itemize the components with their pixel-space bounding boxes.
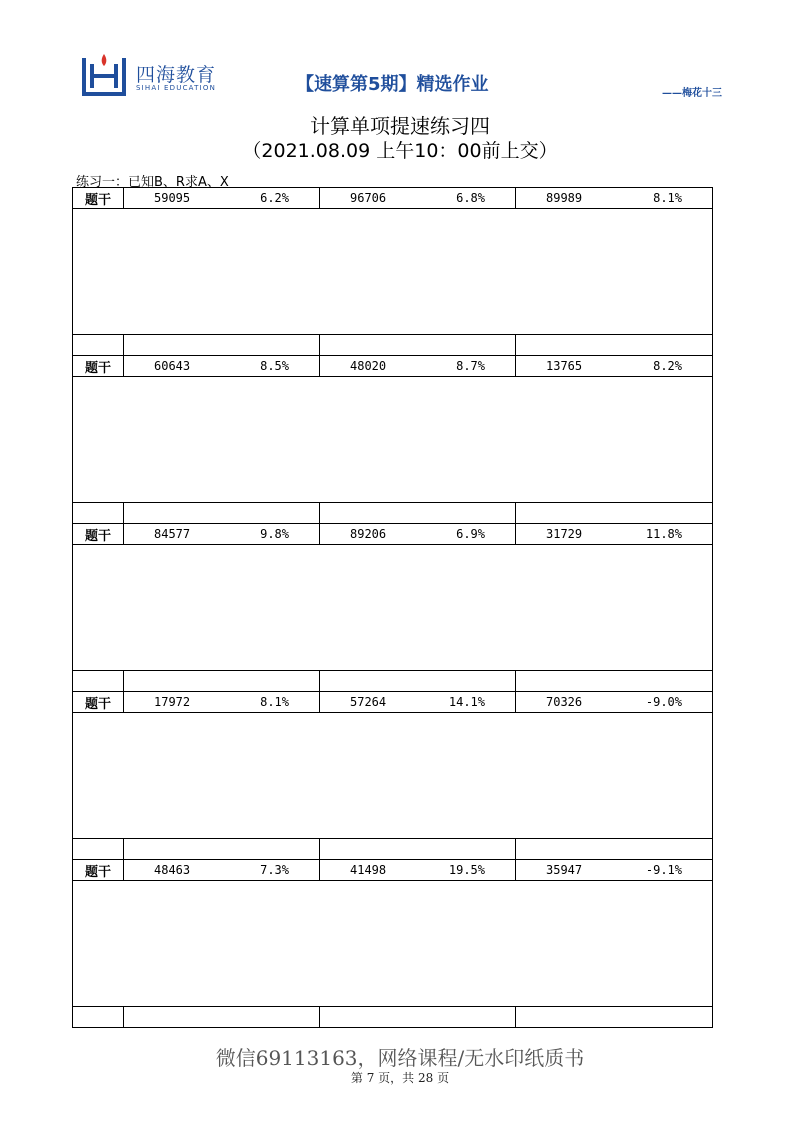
question-row: [73, 356, 712, 377]
answer-row: [73, 1007, 712, 1028]
question-cell: [320, 188, 516, 208]
base-value: 84577: [154, 527, 191, 541]
work-area[interactable]: [73, 713, 712, 839]
answer-cell[interactable]: [320, 335, 516, 355]
question-cell: [320, 524, 516, 544]
rate-value: 8.1%: [653, 191, 682, 205]
section-label: 练习一：已知B、R求A、X: [76, 175, 229, 190]
question-cell: [516, 860, 712, 880]
rate-value: 7.3%: [260, 863, 289, 877]
question-cell: [516, 692, 712, 712]
answer-cell[interactable]: [124, 839, 320, 859]
rate-value: 8.2%: [653, 359, 682, 373]
exercise-block: [72, 692, 713, 860]
rate-value: -9.1%: [645, 863, 682, 877]
question-row: [73, 860, 712, 881]
rate-value: -9.0%: [645, 695, 682, 709]
base-value: 13765: [546, 359, 583, 373]
base-value: 96706: [350, 191, 387, 205]
rate-value: 9.8%: [260, 527, 289, 541]
row-label: 题干: [73, 356, 124, 376]
base-value: 17972: [154, 695, 191, 709]
author-signature: ——梅花十三: [662, 88, 722, 99]
question-cell: [516, 524, 712, 544]
answer-cell[interactable]: [124, 335, 320, 355]
question-row: [73, 188, 712, 209]
row-label: 题干: [73, 188, 124, 208]
question-cell: [516, 356, 712, 376]
base-value: 41498: [350, 863, 387, 877]
question-cell: [320, 356, 516, 376]
series-title: 【速算第5期】精选作业: [296, 74, 489, 95]
row-label: 题干: [73, 692, 124, 712]
rate-value: 11.8%: [645, 527, 682, 541]
answer-cell[interactable]: [516, 335, 712, 355]
answer-row: [73, 335, 712, 356]
exercise-block: [72, 860, 713, 1028]
answer-cell[interactable]: [320, 1007, 516, 1027]
answer-cell[interactable]: [124, 1007, 320, 1027]
answer-cell[interactable]: [320, 839, 516, 859]
base-value: 35947: [546, 863, 583, 877]
question-cell: [516, 188, 712, 208]
answer-cell[interactable]: [320, 671, 516, 691]
question-cell: [320, 860, 516, 880]
base-value: 59095: [154, 191, 191, 205]
rate-value: 8.1%: [260, 695, 289, 709]
answer-cell[interactable]: [516, 1007, 712, 1027]
work-area[interactable]: [73, 209, 712, 335]
base-value: 89206: [350, 527, 387, 541]
rate-value: 8.5%: [260, 359, 289, 373]
answer-label-cell: [73, 839, 124, 859]
row-label: 题干: [73, 860, 124, 880]
work-area[interactable]: [73, 881, 712, 1007]
question-cell: [124, 860, 320, 880]
exercise-block: [72, 356, 713, 524]
base-value: 89989: [546, 191, 583, 205]
answer-label-cell: [73, 335, 124, 355]
rate-value: 6.8%: [456, 191, 485, 205]
answer-cell[interactable]: [320, 503, 516, 523]
base-value: 48020: [350, 359, 387, 373]
answer-row: [73, 503, 712, 524]
rate-value: 14.1%: [448, 695, 485, 709]
answer-cell[interactable]: [516, 503, 712, 523]
base-value: 60643: [154, 359, 191, 373]
question-cell: [124, 692, 320, 712]
logo-mark-icon: [80, 52, 130, 98]
work-area[interactable]: [73, 545, 712, 671]
page-title: 计算单项提速练习四: [310, 114, 490, 138]
answer-row: [73, 839, 712, 860]
answer-cell[interactable]: [124, 503, 320, 523]
page-number: 第 7 页，共 28 页: [350, 1071, 450, 1085]
logo-text: 四海教育: [136, 64, 217, 86]
rate-value: 8.7%: [456, 359, 485, 373]
work-area[interactable]: [73, 377, 712, 503]
question-row: [73, 524, 712, 545]
row-label: 题干: [73, 524, 124, 544]
logo: [80, 52, 220, 100]
question-row: [73, 692, 712, 713]
answer-cell[interactable]: [516, 671, 712, 691]
rate-value: 19.5%: [448, 863, 485, 877]
rate-value: 6.2%: [260, 191, 289, 205]
answer-cell[interactable]: [516, 839, 712, 859]
answer-cell[interactable]: [124, 671, 320, 691]
exercise-block: [72, 187, 713, 356]
question-cell: [124, 524, 320, 544]
answer-label-cell: [73, 1007, 124, 1027]
exercise-block: [72, 524, 713, 692]
answer-row: [73, 671, 712, 692]
question-cell: [320, 692, 516, 712]
exercise-grid: [72, 187, 713, 1028]
base-value: 57264: [350, 695, 387, 709]
base-value: 70326: [546, 695, 583, 709]
answer-label-cell: [73, 671, 124, 691]
base-value: 31729: [546, 527, 583, 541]
question-cell: [124, 356, 320, 376]
question-cell: [124, 188, 320, 208]
rate-value: 6.9%: [456, 527, 485, 541]
page-subtitle: （2021.08.09 上午10：00前上交）: [242, 140, 558, 162]
logo-subtext: SIHAI EDUCATION: [136, 84, 217, 92]
footer-watermark: 微信69113163，网络课程/无水印纸质书: [215, 1046, 585, 1070]
base-value: 48463: [154, 863, 191, 877]
answer-label-cell: [73, 503, 124, 523]
